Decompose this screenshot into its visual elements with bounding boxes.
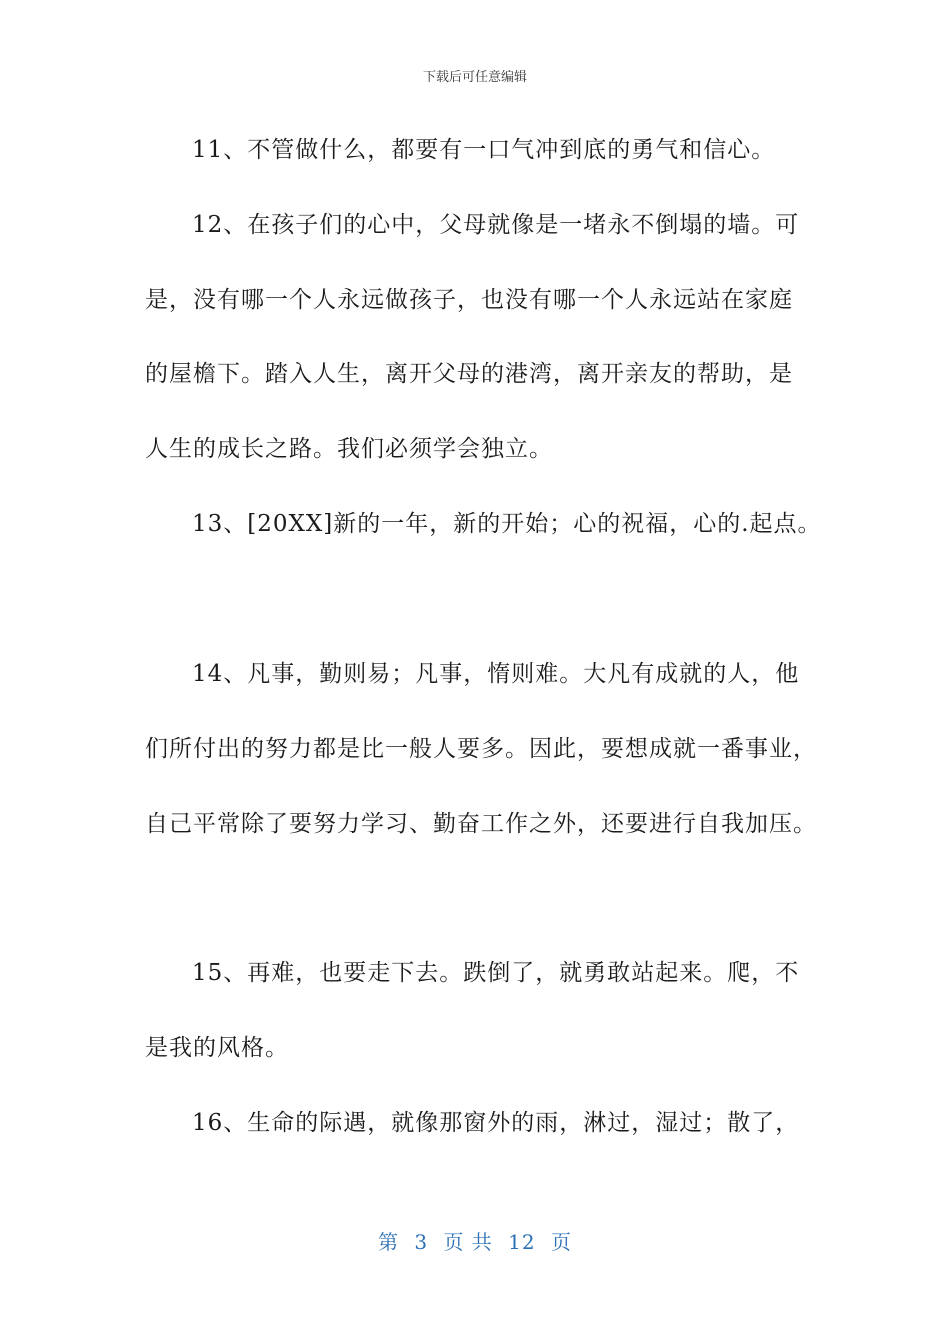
text-line: 11、不管做什么，都要有一口气冲到底的勇气和信心。 [192, 137, 776, 163]
text-line: 的屋檐下。踏入人生，离开父母的港湾，离开亲友的帮助，是 [145, 361, 793, 387]
page-header-note: 下载后可任意编辑 [422, 70, 527, 85]
text-line: 13、[20XX]新的一年，新的开始；心的祝福，心的.起点。 [192, 511, 822, 537]
text-line: 们所付出的努力都是比一般人要多。因此，要想成就一番事业， [145, 736, 817, 762]
page-number-footer [0, 1226, 950, 1255]
total-page-count: 12 [508, 1230, 536, 1254]
text-line: 16、生命的际遇，就像那窗外的雨，淋过，湿过；散了， [192, 1110, 800, 1136]
text-line: 是，没有哪一个人永远做孩子，也没有哪一个人永远站在家庭 [145, 287, 793, 313]
text-line: 人生的成长之路。我们必须学会独立。 [145, 436, 553, 462]
footer-suffix: 页 [550, 1230, 572, 1254]
text-line: 15、再难，也要走下去。跌倒了，就勇敢站起来。爬，不 [192, 960, 800, 986]
footer-mid: 页 共 [443, 1230, 493, 1254]
footer-prefix: 第 [378, 1230, 399, 1254]
text-line: 14、凡事，勤则易；凡事，惰则难。大凡有成就的人，他 [192, 661, 800, 687]
text-line: 是我的风格。 [145, 1035, 289, 1061]
text-line: 12、在孩子们的心中，父母就像是一堵永不倒塌的墙。可 [192, 212, 800, 238]
current-page-number: 3 [414, 1230, 429, 1254]
text-line: 自己平常除了要努力学习、勤奋工作之外，还要进行自我加压。 [145, 811, 817, 837]
